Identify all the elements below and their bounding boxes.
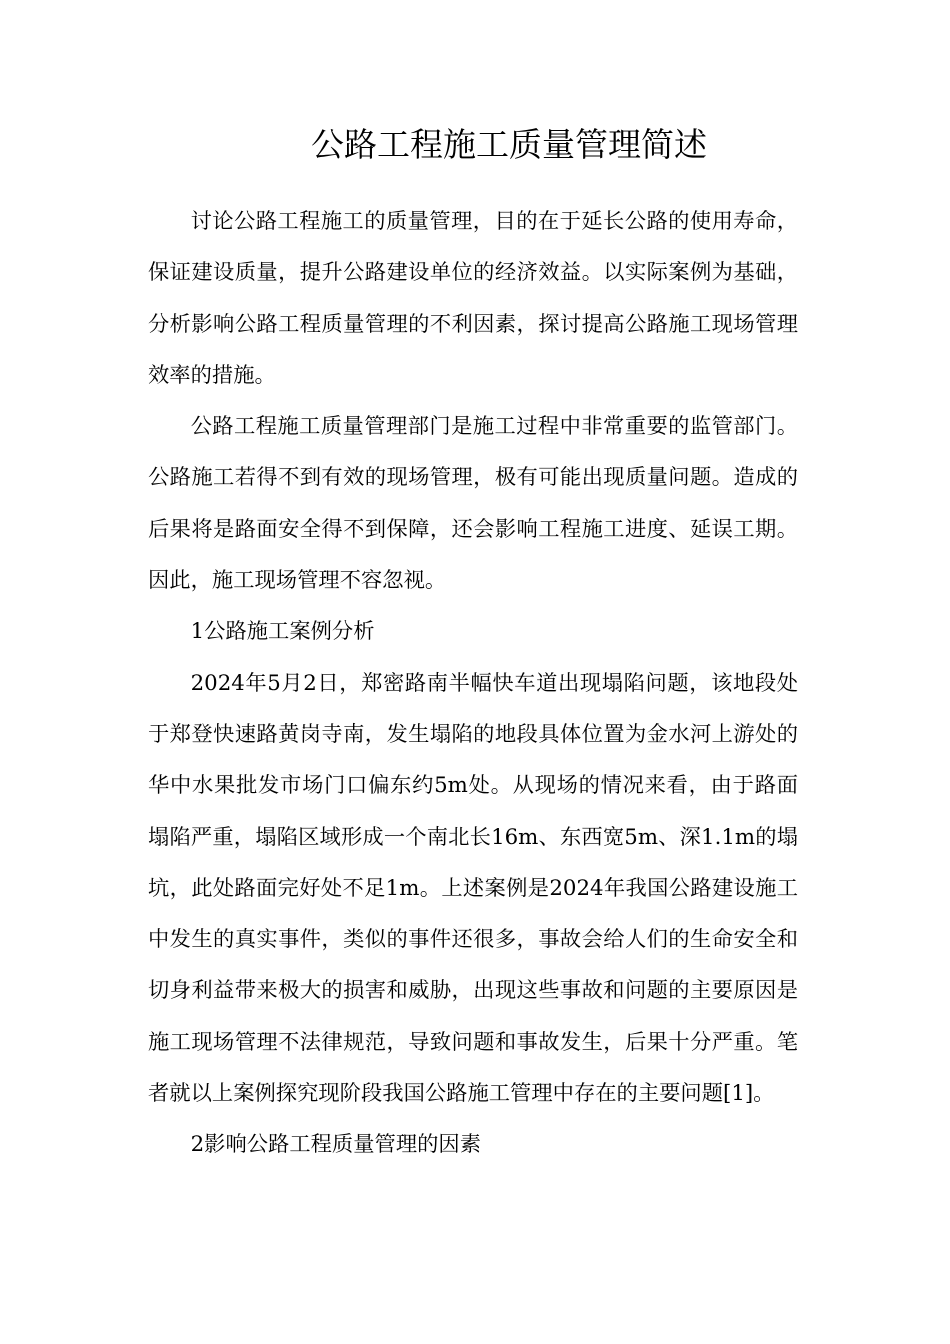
section-heading-1: 1公路施工案例分析 [190, 619, 375, 645]
document-title: 公路工程施工质量管理简述 [311, 125, 707, 164]
paragraph-importance: 公路工程施工质量管理部门是施工过程中非常重要的监管部门。公路施工若得不到有效的现场管理，极有可能出现质量问题。造成的后果将是路面安全得不到保障，还会影响工程施工进度、延误工期。因此，施工现场管理不容忽视。 [148, 414, 798, 594]
paragraph-intro: 讨论公路工程施工的质量管理，目的在于延长公路的使用寿命，保证建设质量，提升公路建设单位的经济效益。以实际案例为基础，分析影响公路工程质量管理的不利因素，探讨提高公路施工现场管理效率的措施。 [148, 209, 798, 388]
paragraph-case: 2024年5月2日，郑密路南半幅快车道出现塌陷问题，该地段处于郑登快速路黄岗寺南，发生塌陷的地段具体位置为金水河上游处的华中水果批发市场门口偏东约5m处。从现场的情况来看，由于路面塌陷严重，塌陷区域形成一个南北长16m、东西宽5m、深1.1m的塌坑，此处路面完好处不足1m。上述案例是2024年我国公路建设施工中发生的真实事件，类似的事件还很多，事故会给人们的生命安全和切身利益带来极大的损害和威胁，出现这些事故和问题的主要原因是施工现场管理不法律规范，导致问题和事故发生，后果十分严重。笔者就以上案例探究现阶段我国公路施工管理中存在的主要问题[1]。 [148, 670, 798, 1107]
document-body [148, 196, 798, 1171]
section-heading-2: 2影响公路工程质量管理的因素 [190, 1132, 482, 1158]
